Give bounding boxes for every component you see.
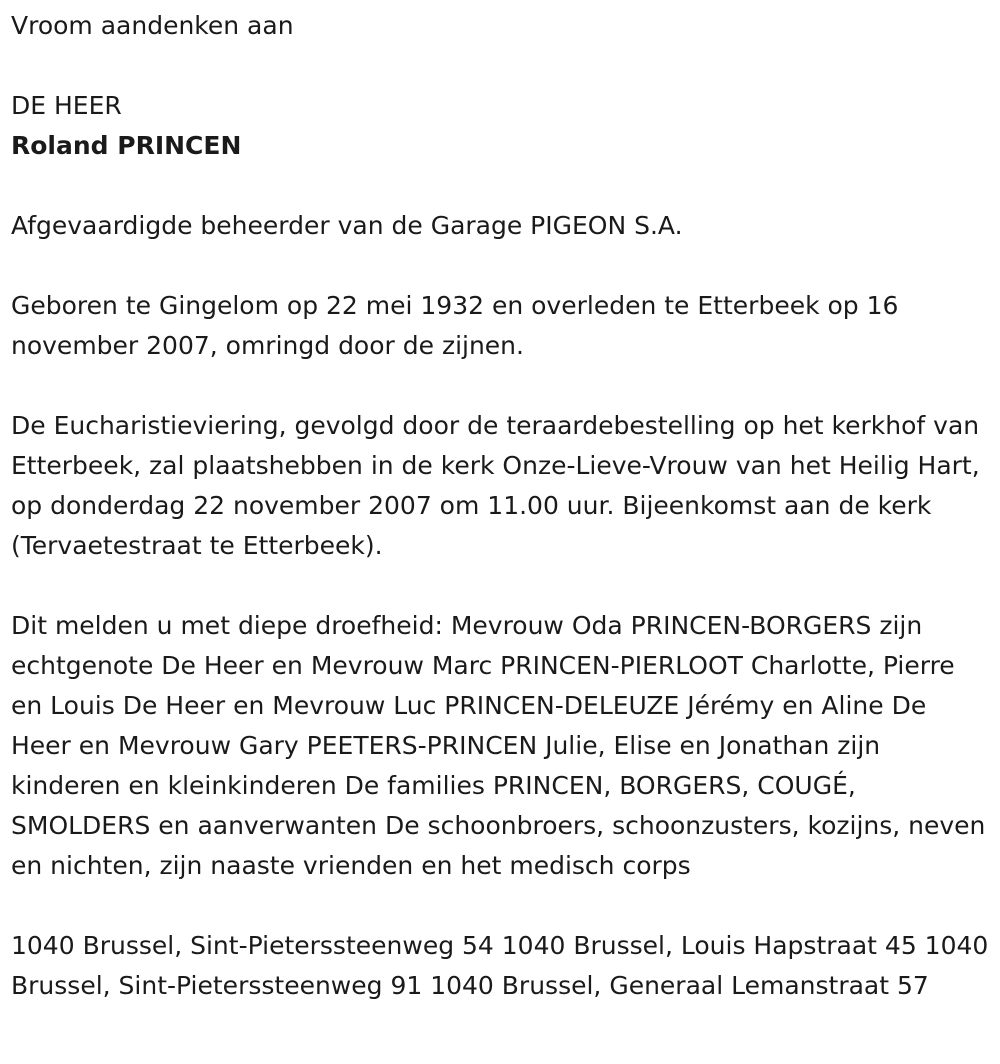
spacer (11, 566, 991, 606)
spacer (11, 46, 991, 86)
spacer (11, 366, 991, 406)
spacer (11, 166, 991, 206)
family-paragraph: Dit melden u met diepe droefheid: Mevrouw Oda PRINCEN-BORGERS zijn echtgenote De Heer en Mevrouw Marc PRINCEN-PIERLOOT Charlotte, Pierre en Louis De Heer en Mevrouw Luc PRINCEN-DELEUZE Jérémy en Aline De Heer en Mevrouw Gary PEETERS-PRINCEN Julie, Elise en Jonathan zijn kinderen en kleinkinderen De families PRINCEN, BORGERS, COUGÉ, SMOLDERS en aanverwanten De schoonbroers, schoonzusters, kozijns, neven en nichten, zijn naaste vrienden en het medisch corps (11, 611, 986, 880)
intro-line: Vroom aandenken aan (11, 11, 294, 40)
spacer (11, 886, 991, 926)
spacer (11, 246, 991, 286)
deceased-name: Roland PRINCEN (11, 131, 242, 160)
addresses-paragraph: 1040 Brussel, Sint-Pieterssteenweg 54 1040 Brussel, Louis Hapstraat 45 1040 Brussel, Sint-Pieterssteenweg 91 1040 Brussel, Generaal Lemanstraat 57 (11, 931, 989, 1000)
ceremony-paragraph: De Eucharistieviering, gevolgd door de teraardebestelling op het kerkhof van Etterbeek, zal plaatshebben in de kerk Onze-Lieve-Vrouw van het Heilig Hart, op donderdag 22 november 2007 om 11.00 uur. Bijeenkomst aan de kerk (Tervaetestraat te Etterbeek). (11, 411, 980, 560)
obituary-document (11, 0, 991, 1006)
birth-death-paragraph: Geboren te Gingelom op 22 mei 1932 en overleden te Etterbeek op 16 november 2007, omringd door de zijnen. (11, 291, 899, 360)
honorific-title: DE HEER (11, 91, 122, 120)
role-line: Afgevaardigde beheerder van de Garage PIGEON S.A. (11, 211, 683, 240)
